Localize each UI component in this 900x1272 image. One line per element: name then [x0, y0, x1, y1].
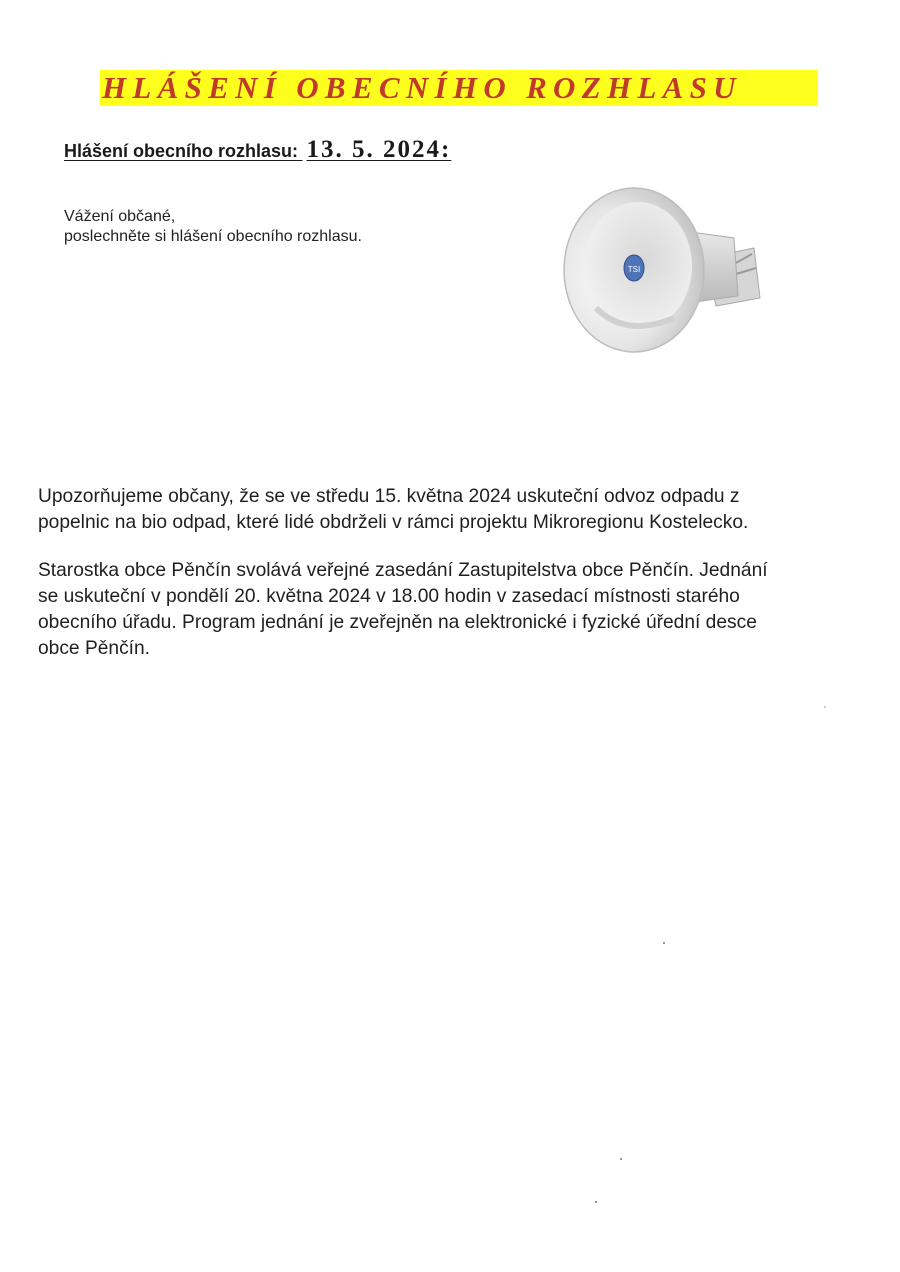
paragraph-line: Starostka obce Pěnčín svolává veřejné zasedání Zastupitelstva obce Pěnčín. Jednání — [38, 560, 768, 581]
scan-speck — [824, 706, 826, 708]
paragraph-line: popelnic na bio odpad, které lidé obdrželi v rámci projektu Mikroregionu Kostelecko. — [38, 512, 749, 533]
announcement-date: 13. 5. 2024: — [306, 136, 452, 163]
page-title: HLÁŠENÍ OBECNÍHO ROZHLASU — [102, 70, 742, 105]
scan-speck — [595, 1201, 597, 1203]
paragraph-line: obce Pěnčín. — [38, 638, 151, 659]
paragraph-line: obecního úřadu. Program jednání je zveřejněn na elektronické i fyzické úřední desce — [38, 612, 757, 633]
loudspeaker-horn-icon — [556, 178, 766, 358]
announcement-heading — [64, 136, 451, 164]
scan-speck — [620, 1158, 622, 1160]
announcement-paragraph — [38, 558, 768, 662]
greeting-line: poslechněte si hlášení obecního rozhlasu. — [64, 228, 362, 245]
paragraph-line: se uskuteční v pondělí 20. května 2024 v 18.00 hodin v zasedací místnosti starého — [38, 586, 740, 607]
announcement-heading-label: Hlášení obecního rozhlasu: — [64, 141, 299, 161]
scan-speck — [663, 942, 665, 944]
greeting — [64, 207, 362, 247]
announcement-paragraph — [38, 484, 748, 536]
greeting-line: Vážení občané, — [64, 208, 176, 225]
speaker-badge-text: TSI — [627, 265, 641, 274]
paragraph-line: Upozorňujeme občany, že se ve středu 15. května 2024 uskuteční odvoz odpadu z — [38, 486, 740, 507]
